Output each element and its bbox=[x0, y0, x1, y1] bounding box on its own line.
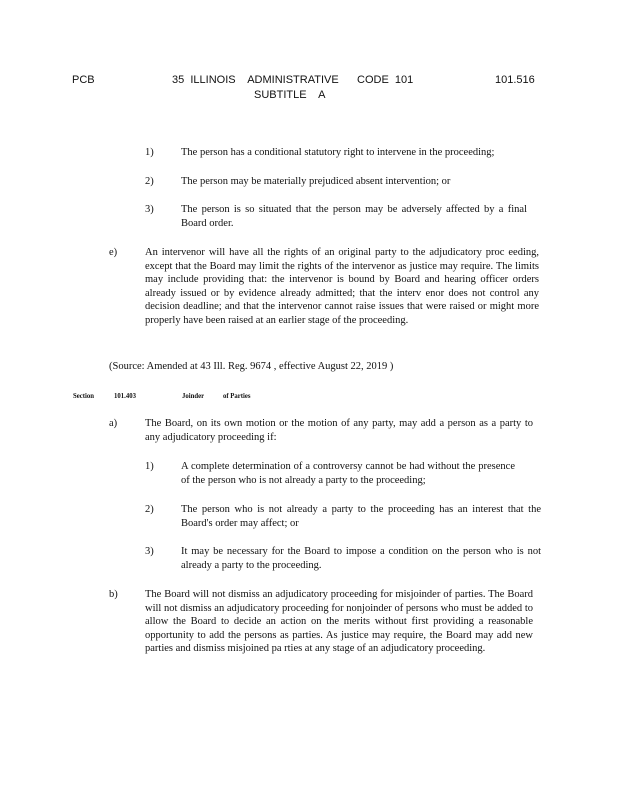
paragraph-label: a) bbox=[109, 418, 118, 429]
header-subtitle: SUBTITLE A bbox=[254, 89, 326, 101]
item-text: It may be necessary for the Board to impose a condition on the person who is not already a party to the proceeding. bbox=[181, 546, 541, 571]
paragraph-b-text: The Board will not dismiss an adjudicatory proceeding for misjoinder of parties. The Board will not dismiss an adjudicatory proceeding for nonjoinder of persons who must be added to allow the Board to decide an action on the merits without first providing a reasonable opportunity to add the persons as parties. As justice may require, the Board may add new parties and dismiss misjoined pa rties at any stage of an adjudicatory proceeding. bbox=[145, 589, 533, 654]
item-number: 2) bbox=[145, 176, 154, 187]
source-note: (Source: Amended at 43 Ill. Reg. 9674 , effective August 22, 2019 ) bbox=[109, 361, 394, 372]
paragraph-label: b) bbox=[109, 589, 118, 600]
section-title: Joinder bbox=[182, 391, 205, 400]
item-text: The person is so situated that the person may be adversely affected by a final Board order. bbox=[181, 204, 527, 229]
header-section-number: 101.516 bbox=[495, 74, 535, 86]
item-text: The person may be materially prejudiced absent intervention; or bbox=[181, 176, 451, 187]
section-number: 101.403 bbox=[114, 391, 136, 400]
item-number: 3) bbox=[145, 204, 154, 215]
item-number: 1) bbox=[145, 461, 154, 472]
item-text: The person who is not already a party to the proceeding has an interest that the Board's order may affect; or bbox=[181, 504, 541, 529]
paragraph-a-text: The Board, on its own motion or the motion of any party, may add a person as a party to any adjudicatory proceeding if: bbox=[145, 418, 533, 443]
item-number: 1) bbox=[145, 147, 154, 158]
header-agency: PCB bbox=[72, 74, 95, 86]
item-number: 3) bbox=[145, 546, 154, 557]
paragraph-e-text: An intervenor will have all the rights of an original party to the adjudicatory proc eeding, except that the Board may limit the rights of the intervenor as justice may require. The limits may include providing that: the intervenor is bound by Board and hearing officer orders already issued or by evidence already admitted; that the interv enor does not control any decision deadline; and that the intervenor cannot raise issues that were raised or might more properly have been raised at an earlier stage of the proceeding. bbox=[145, 247, 539, 326]
header-title: 35 ILLINOIS ADMINISTRATIVE CODE 101 bbox=[172, 74, 414, 86]
section-label: Section bbox=[73, 391, 95, 400]
section-title-rest: of Parties bbox=[223, 391, 251, 400]
item-number: 2) bbox=[145, 504, 154, 515]
paragraph-label: e) bbox=[109, 247, 118, 258]
item-text: The person has a conditional statutory right to intervene in the proceeding; bbox=[181, 147, 495, 158]
item-text: A complete determination of a controversy cannot be had without the presence of the person who is not already a party to the proceeding; bbox=[181, 461, 515, 486]
